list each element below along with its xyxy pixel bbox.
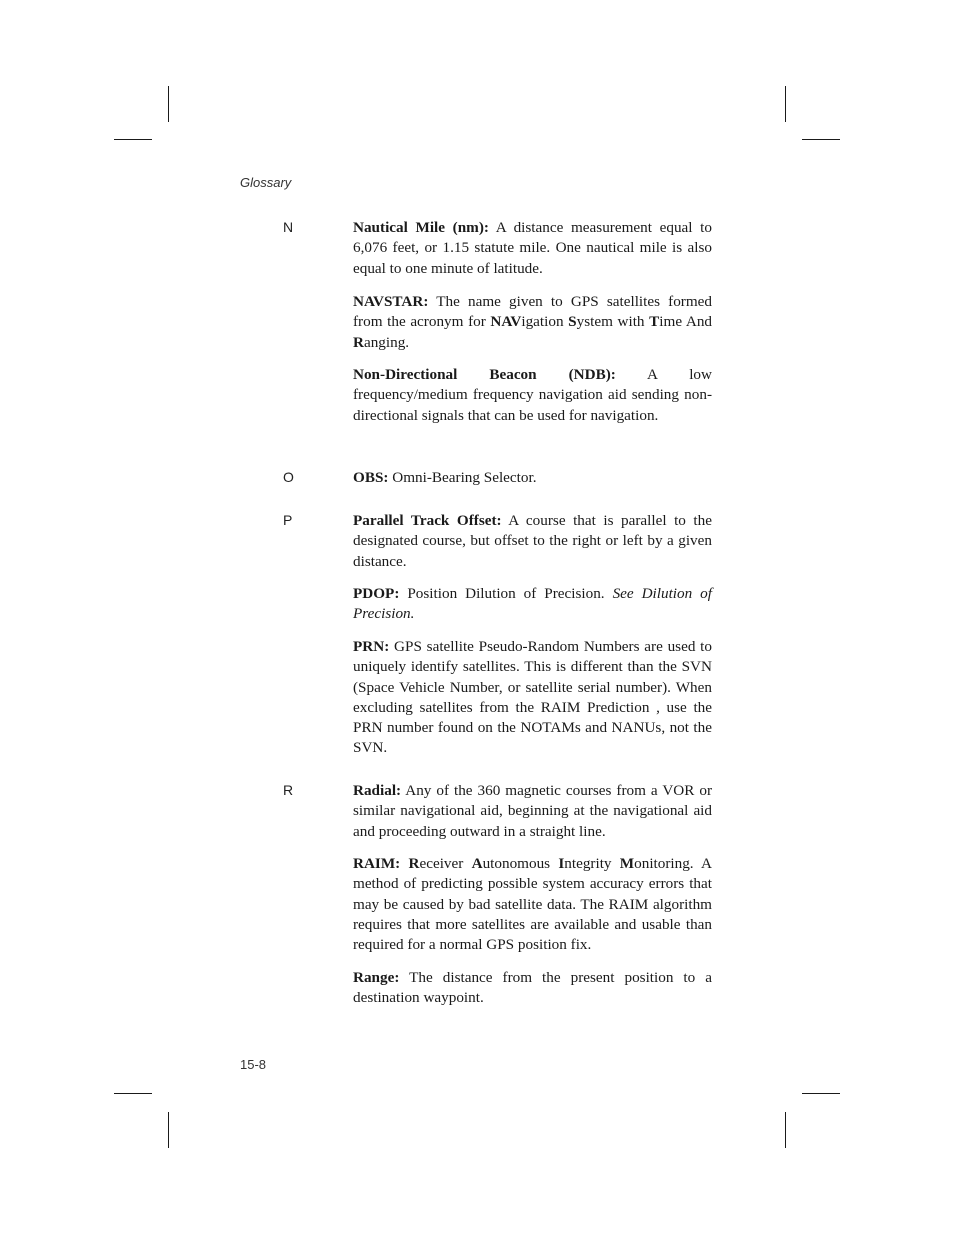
entry-term: OBS: [353,469,389,486]
entry-definition-part: ntegrity [564,855,620,872]
acronym-letter: R [408,855,420,872]
entry-definition: A low frequency/medium frequency navigation aid sending non-directional signals that can be used for navigation. [353,366,712,424]
entry-definition: The distance from the present position to a destination waypoint. [353,969,712,1007]
acronym-letter: R [353,333,364,351]
acronym-letter: I [558,855,565,872]
crop-mark [168,86,169,122]
crop-mark [785,1112,786,1148]
entry-definition: Position Dilution of Precision. [407,585,605,602]
entry-definition-part: anging. [363,333,410,351]
glossary-entry-prn [353,637,712,759]
section-letter-o: O [283,469,294,485]
section-letter-p: P [283,512,293,528]
entry-definition: A course that is parallel to the designated course, but offset to the right or left by a given distance. [353,512,712,570]
crop-mark [802,1093,840,1094]
crop-mark [802,139,840,140]
entry-term: Parallel Track Offset: [353,512,502,529]
glossary-entry-obs [353,468,712,488]
acronym-letter: T [649,313,660,331]
entry-term: PDOP: [353,585,400,602]
entry-definition: GPS satellite Pseudo-Random Numbers are used to uniquely identify satellites. This is different than the SVN (Space Vehicle Number, or satellite serial number). When excluding satellites from the RAIM Prediction , use the PRN number found on the NOTAMs and NANUs, not the SVN. [353,638,712,757]
acronym-letter: A [471,855,483,872]
entry-definition-part: igation [521,313,569,331]
see-also-reference: See Dilution of Precision. [353,585,712,623]
section-letter-n: N [283,219,294,235]
entry-definition-part: ime And [659,313,713,331]
entry-term: Radial: [353,782,402,799]
glossary-entry-radial [353,781,712,842]
glossary-entry-raim [353,854,712,955]
entry-term: Non-Directional Beacon (NDB): [353,366,616,383]
entry-definition-part: ystem with [576,313,650,331]
crop-mark [114,139,152,140]
entry-definition: Omni-Bearing Selector. [392,469,537,486]
entry-definition-part: onitoring. A method of predicting possible system accuracy errors that may be caused by bad satellite data. The RAIM algorithm requires that more satellites are available and usable than required for a normal GPS position fix. [353,855,712,954]
running-header: Glossary [240,175,292,190]
glossary-entry-ndb [353,365,712,426]
acronym-letter: S [568,313,577,331]
entry-definition: Any of the 360 magnetic courses from a VOR or similar navigational aid, beginning at the navigational aid and proceeding outward in a straight line. [353,782,712,840]
acronym-letter: NAV [490,313,522,331]
entry-term: RAIM: [353,855,401,872]
entry-term: Nautical Mile (nm): [353,219,489,236]
entry-term: PRN: [353,638,390,655]
crop-mark [785,86,786,122]
glossary-entry-nautical-mile [353,218,712,279]
glossary-entry-pdop [353,584,712,625]
entry-definition-part: eceiver [419,855,472,872]
entry-term: Range: [353,969,400,986]
acronym-letter: M [619,855,635,872]
crop-mark [114,1093,152,1094]
crop-mark [168,1112,169,1148]
entry-term: NAVSTAR: [353,293,429,310]
entry-definition: A distance measurement equal to 6,076 feet, or 1.15 statute mile. One nautical mile is also equal to one minute of latitude. [353,219,712,277]
page-number: 15-8 [240,1057,267,1072]
section-letter-r: R [283,782,294,798]
entry-definition-part: utonomous [482,855,559,872]
entry-definition-part: The name given to GPS satellites formed from the acronym for [353,293,712,331]
glossary-entry-navstar [353,292,712,353]
glossary-entry-parallel-track-offset [353,511,712,572]
glossary-entry-range [353,968,712,1009]
